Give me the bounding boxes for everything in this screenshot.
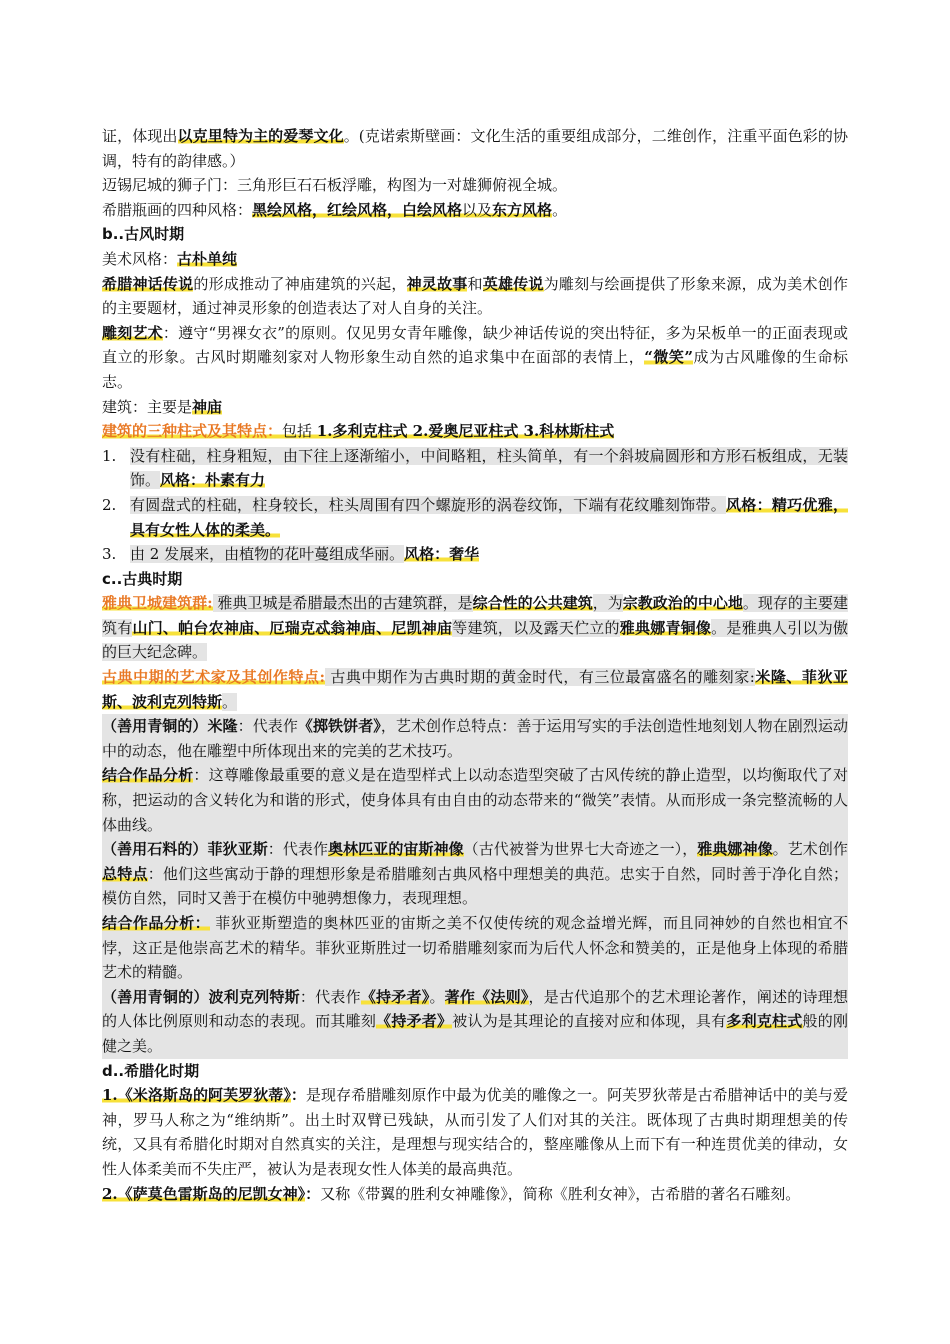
highlight-text: 东方风格 — [492, 200, 553, 219]
highlight-text: 多利克柱式 — [726, 1012, 803, 1031]
paragraph-aegean — [102, 124, 848, 173]
orange-label: 古典中期的艺术家及其创作特点: — [102, 668, 326, 687]
text: 古典中期作为古典时期的黄金时代，有三位最富盛名的雕刻家: — [325, 668, 755, 687]
highlight-text: 神灵故事 — [406, 274, 468, 293]
highlight-text: “微笑” — [644, 348, 694, 367]
highlight-text: 黑绘风格，红绘风格，白绘风格 — [252, 200, 463, 219]
paragraph-myths — [102, 272, 848, 321]
text: 建筑：主要是 — [102, 397, 193, 416]
text: 成为古风雕像的生命标志。 — [102, 348, 848, 391]
paragraph-polykleitos — [102, 985, 848, 1059]
highlight-text: 雅典娜青铜像 — [619, 618, 712, 637]
paragraph-acropolis — [102, 591, 848, 665]
highlight-text: 山门、帕台农神庙、厄瑞克忒翁神庙、尼凯神庙 — [132, 618, 453, 637]
highlight-text: 奥林匹亚的宙斯神像 — [328, 840, 464, 859]
text: ：代表作 — [267, 840, 329, 859]
text: 希腊瓶画的四种风格： — [102, 200, 253, 219]
text: 。 — [429, 987, 445, 1006]
text: 的形成推动了神庙建筑的兴起， — [193, 274, 407, 293]
paragraph-sculpture — [102, 321, 848, 395]
paragraph-venus — [102, 1083, 848, 1181]
paragraph-column-orders — [102, 419, 848, 444]
highlight-text: 风格：精巧优雅，具有女性人体的柔美。 — [130, 495, 848, 539]
text: ，是古代追那个的艺术理论著作，阐述的诗理想的人体比例原则和动态的表现。而其雕刻 — [102, 987, 848, 1031]
text: ： — [290, 1086, 306, 1105]
text: 。 — [552, 200, 568, 219]
highlight-text: 古朴单纯 — [177, 249, 238, 268]
list-number: 3. — [102, 545, 117, 564]
orange-label: 建筑的三种柱式及其特点： — [102, 422, 283, 441]
highlight-text: 以克里特为主的爱琴文化 — [177, 127, 344, 145]
highlight-text: 雅典娜神像 — [697, 840, 773, 859]
highlight-text: 2.《萨莫色雷斯岛的尼凯女神》 — [102, 1184, 306, 1203]
text: 。现存的主要建筑有 — [102, 594, 848, 637]
highlight-text: 著作《法则》 — [444, 987, 529, 1006]
text: ：代表作 — [299, 987, 361, 1006]
paragraph-lion-gate: 迈锡尼城的狮子门：三角形巨石石板浮雕，构图为一对雄狮俯视全城。 — [102, 176, 568, 195]
text: 美术风格： — [102, 249, 178, 268]
paragraph-art-style — [102, 247, 848, 272]
text: （古代被誉为世界七大奇迹之一） — [463, 840, 683, 859]
paragraph-phidias — [102, 837, 848, 911]
text: 菲狄亚斯塑造的奥林匹亚的宙斯之美不仅使传统的观念益增光辉，而且同神妙的自然也相宜不悖，这正是他崇高艺术的精华。菲狄亚斯胜过一切希腊雕刻家而为后代人怀念和赞美的，正是他身上体现的希腊艺术的精髓。 — [102, 914, 848, 982]
orange-label: 雅典卫城建筑群: — [102, 594, 213, 613]
paragraph-vase-styles — [102, 198, 848, 223]
highlight-text: 神庙 — [192, 397, 223, 416]
highlight-text: 《持矛者》 — [376, 1012, 453, 1031]
highlight-text: 综合性的公共建筑 — [472, 594, 593, 613]
highlight-text: 英雄传说 — [482, 274, 544, 293]
text: 。(克诺索斯壁画：文化生活的重要组成部分，二维创作，注重平面色彩的协调，特有的韵律感。） — [102, 127, 848, 170]
section-heading-hellenistic: d..希腊化时期 — [102, 1061, 200, 1080]
list-text: 由 2 发展来，由植物的花叶蔓组成华丽。 — [130, 545, 405, 564]
text: 和 — [467, 274, 483, 293]
highlight-text: 雕刻艺术 — [102, 323, 163, 342]
text: 包括 — [282, 422, 317, 441]
text: ：遵守“男裸女衣”的原则。仅见男女青年雕像，缺少神话传说的突出特征，多为呆板单一的正面表现或直立的形象。古风时期雕刻家对人物形象生动自然的追求集中在面部的表情上， — [102, 323, 848, 367]
highlight-text: 结合作品分析 — [102, 766, 194, 785]
text: ，艺术创作总特点：善于运用写实的手法创造性地刻划人物在剧烈运动中的动态，他在雕塑中所体现出来的完美的艺术技巧。 — [102, 717, 848, 760]
bold-text: （善用青铜的）波利克列特斯 — [102, 987, 300, 1006]
list-text: 没有柱础，柱身粗短，由下往上逐渐缩小，中间略粗，柱头简单，有一个斜坡扁圆形和方形石板组成，无装饰。 — [130, 446, 848, 490]
text: 。 — [222, 692, 238, 711]
text: 是现存希腊雕刻原作中最为优美的雕像之一。阿芙罗狄蒂是古希腊神话中的美与爱神，罗马人称之为“维纳斯”。出土时双臂已残缺，从而引发了人们对其的关注。既体现了古典时期理想美的传统，又具有希腊化时期对自然真实的关注，是理想与现实结合的，整座雕像从上而下有一种连贯优美的律动，女性人体柔美而不失庄严，被认为是表现女性人体美的最高典范。 — [102, 1086, 848, 1178]
highlight-text: 总特点 — [102, 864, 148, 883]
paragraph-myron-analysis — [102, 763, 848, 837]
list-text: 有圆盘式的柱础，柱身较长，柱头周围有四个螺旋形的涡卷纹饰，下端有花纹雕刻饰带。 — [130, 495, 726, 514]
text: ，为 — [592, 594, 623, 613]
text: 被认为是其理论的直接对应和体现，具有 — [452, 1012, 727, 1031]
text: ：他们这些寓动于静的理想形象是希腊雕刻古典风格中理想美的典范。忠实于自然，同时善于净化自然；模仿自然，同时又善于在模仿中驰骋想像力，表现理想。 — [102, 864, 848, 908]
text: 般的刚健之美。 — [102, 1012, 848, 1055]
paragraph-myron — [102, 714, 848, 763]
text: 。艺术创作 — [772, 840, 848, 859]
highlight-text: 1.《米洛斯岛的阿芙罗狄蒂》 — [102, 1086, 291, 1105]
section-heading-archaic: b..古风时期 — [102, 225, 185, 244]
highlight-text: 宗教政治的中心地 — [622, 594, 743, 613]
list-item-corinthian — [102, 542, 848, 567]
text: 又称《带翼的胜利女神雕像》，简称《胜利女神》，古希腊的著名石雕刻。 — [320, 1184, 801, 1203]
text: 雅典卫城是希腊最杰出的古建筑群，是 — [212, 594, 473, 613]
section-heading-classical: c..古典时期 — [102, 569, 183, 588]
list-item-doric — [102, 444, 848, 493]
text: 等建筑，以及露天伫立的 — [452, 618, 620, 637]
document-page — [102, 124, 848, 1206]
text: 为雕刻与绘画提供了形象来源，成为美术创作的主要题材，通过神灵形象的创造表达了对人自身的关注。 — [102, 274, 848, 318]
bold-text: 《掷铁饼者》 — [297, 717, 381, 736]
bold-text: （善用石料的）菲狄亚斯 — [102, 840, 268, 859]
bold-text: （善用青铜的）米隆 — [102, 717, 238, 736]
paragraph-phidias-analysis — [102, 911, 848, 985]
highlight-text: 结合作品分析： — [102, 914, 211, 932]
highlight-text: 希腊神话传说 — [102, 274, 194, 293]
text: ：这尊雕像最重要的意义是在造型样式上以动态造型突破了古风传统的静止造型，以均衡取代了对称，把运动的含义转化为和谐的形式，使身体具有由自由的动态带来的“微笑”表情。从而形成一条完整流畅的人体曲线。 — [102, 766, 848, 834]
text: ： — [305, 1184, 321, 1203]
highlight-text: 风格：奢华 — [404, 545, 480, 564]
highlight-text: 风格：朴素有力 — [160, 471, 266, 490]
list-number: 2. — [102, 495, 117, 514]
text: 证，体现出 — [102, 127, 178, 145]
list-item-ionic — [102, 493, 848, 542]
list-number: 1. — [102, 446, 117, 465]
paragraph-classical-artists — [102, 665, 848, 714]
highlight-text: 1.多利克柱式 2.爱奥尼亚柱式 3.科林斯柱式 — [316, 422, 615, 441]
paragraph-architecture — [102, 395, 848, 420]
text: 以及 — [462, 200, 493, 219]
text: ：代表作 — [237, 717, 298, 736]
highlight-text: 米隆、菲狄亚斯、波利克列特斯 — [102, 668, 848, 711]
highlight-text: 《持矛者》 — [360, 987, 430, 1006]
text: 。是雅典人引以为傲的巨大纪念碑。 — [102, 618, 848, 662]
text: ， — [682, 840, 698, 859]
paragraph-nike — [102, 1182, 848, 1207]
